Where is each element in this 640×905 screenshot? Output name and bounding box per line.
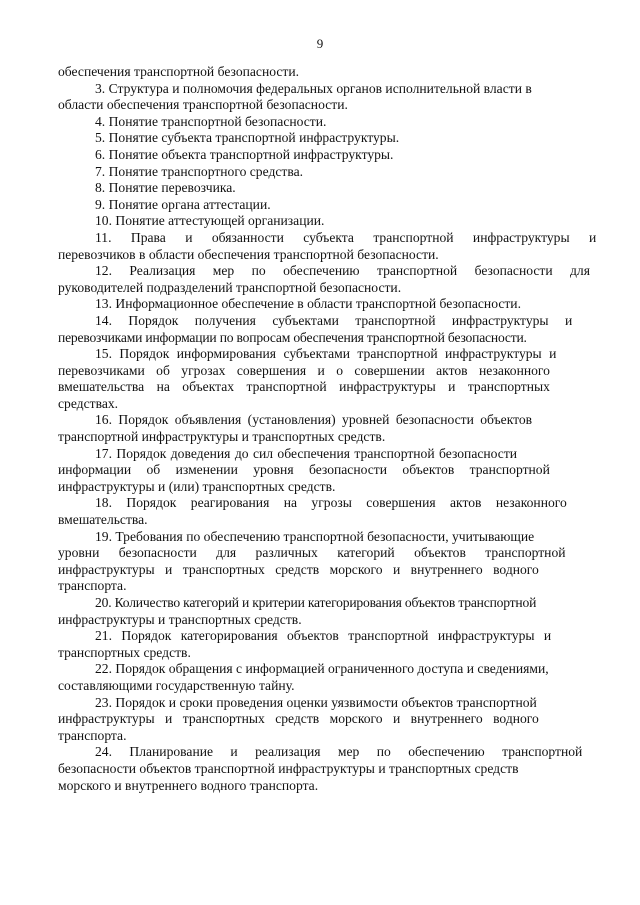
list-item-3-line-2: области обеспечения транспортной безопасности. <box>58 97 348 113</box>
list-item-24-line-1: 24. Планирование и реализация мер по обеспечению транспортной <box>95 744 583 760</box>
list-item-19-line-1: 19. Требования по обеспечению транспортной безопасности, учитывающие <box>95 528 535 544</box>
list-item-20-line-2: инфраструктуры и транспортных средств. <box>58 611 302 627</box>
list-item-9: 9. Понятие органа аттестации. <box>95 196 271 212</box>
list-item-20-line-1: 20. Количество категорий и критерии категорирования объектов транспортной <box>95 595 537 610</box>
document-text <box>58 64 610 794</box>
page-number: 9 <box>316 36 324 51</box>
list-item-4: 4. Понятие транспортной безопасности. <box>95 113 327 129</box>
list-item-3-line-1: 3. Структура и полномочия федеральных органов исполнительной власти в <box>95 80 532 96</box>
list-item-24-line-2: безопасности объектов транспортной инфраструктуры и транспортных средств <box>58 760 519 776</box>
list-item-8: 8. Понятие перевозчика. <box>95 180 236 196</box>
list-item-16-line-2: транспортной инфраструктуры и транспортных средств. <box>58 429 386 445</box>
list-item-15-line-3: вмешательства на объектах транспортной инфраструктуры и транспортных <box>58 379 550 395</box>
list-item-23-line-2: инфраструктуры и транспортных средств морского и внутреннего водного <box>58 711 539 727</box>
list-item-12-line-2: руководителей подразделений транспортной безопасности. <box>58 279 402 295</box>
list-item-19-line-2: уровни безопасности для различных категорий объектов транспортной <box>58 545 566 561</box>
list-item-14-line-2: перевозчиками информации по вопросам обеспечения транспортной безопасности. <box>58 329 527 345</box>
list-item-22-line-2: составляющими государственную тайну. <box>58 677 295 693</box>
list-item-13: 13. Информационное обеспечение в области транспортной безопасности. <box>95 296 521 312</box>
list-item-22-line-1: 22. Порядок обращения с информацией ограниченного доступа и сведениями, <box>95 661 549 677</box>
list-item-15-line-4: средствах. <box>58 395 119 411</box>
list-item-21-line-2: транспортных средств. <box>58 644 191 660</box>
list-item-16-line-1: 16. Порядок объявления (установления) уровней безопасности объектов <box>95 412 533 428</box>
list-item-23-line-1: 23. Порядок и сроки проведения оценки уязвимости объектов транспортной <box>95 694 537 710</box>
list-item-11-line-2: перевозчиков в области обеспечения транспортной безопасности. <box>58 246 439 262</box>
list-item-21-line-1: 21. Порядок категорирования объектов транспортной инфраструктуры и <box>95 628 552 644</box>
list-item-12-line-1: 12. Реализация мер по обеспечению транспортной безопасности для <box>95 263 590 279</box>
list-item-15-line-2: перевозчиками об угрозах совершения и о совершении актов незаконного <box>58 362 550 378</box>
list-item-18-line-2: вмешательства. <box>58 512 148 528</box>
list-item-18-line-1: 18. Порядок реагирования на угрозы совершения актов незаконного <box>95 495 567 511</box>
list-item-19-line-4: транспорта. <box>58 578 127 594</box>
list-item-24-line-3: морского и внутреннего водного транспорта. <box>58 777 319 793</box>
list-item-14-line-1: 14. Порядок получения субъектами транспортной инфраструктуры и <box>95 312 573 328</box>
list-item-5: 5. Понятие субъекта транспортной инфраструктуры. <box>95 130 400 146</box>
text-line: обеспечения транспортной безопасности. <box>58 64 300 79</box>
list-item-17-line-1: 17. Порядок доведения до сил обеспечения транспортной безопасности <box>95 445 518 461</box>
list-item-7: 7. Понятие транспортного средства. <box>95 163 304 179</box>
list-item-17-line-2: информации об изменении уровня безопасности объектов транспортной <box>58 462 550 478</box>
list-item-23-line-3: транспорта. <box>58 727 127 743</box>
list-item-15-line-1: 15. Порядок информирования субъектами транспортной инфраструктуры и <box>95 346 557 362</box>
list-item-19-line-3: инфраструктуры и транспортных средств морского и внутреннего водного <box>58 561 539 577</box>
list-item-6: 6. Понятие объекта транспортной инфраструктуры. <box>95 146 394 162</box>
list-item-17-line-3: инфраструктуры и (или) транспортных средств. <box>58 478 336 494</box>
list-item-11-line-1: 11. Права и обязанности субъекта транспортной инфраструктуры и <box>95 229 597 245</box>
list-item-10: 10. Понятие аттестующей организации. <box>95 213 325 229</box>
